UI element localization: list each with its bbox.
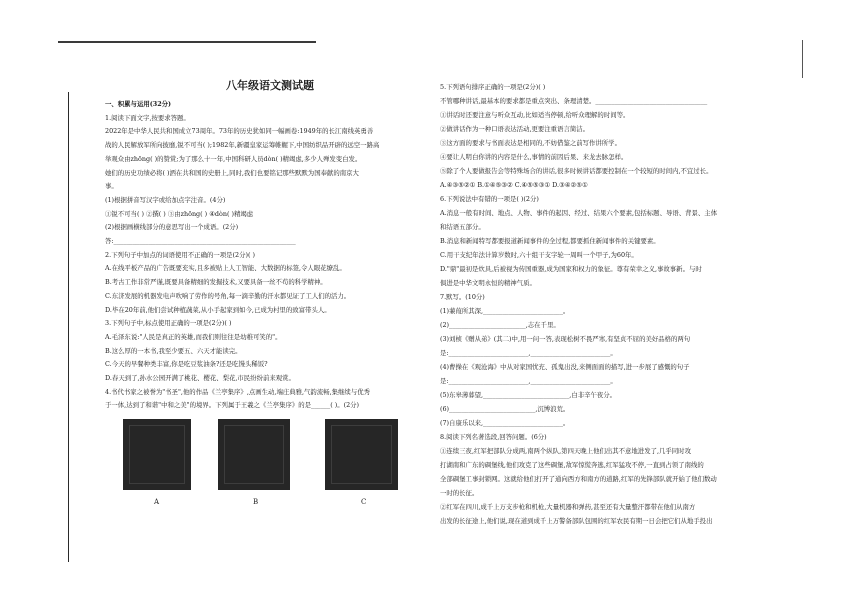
text-line: ①锐不可当( ) ②撰( ) ③由zhōng( ) ④dòn( )精竭虑 [105,209,254,218]
text-line: (2)________________________,志在千里。 [440,321,560,329]
text-line: 一时的长征。 [440,489,479,497]
text-line: ②红军在四川,成千上万支步枪和机枪,大量机器和弹药,甚至还有大量整汗都带在他们从南方 [440,503,696,511]
text-line: 不管哪种讲话,最基本的要求都是重点突出、条理清楚。___________________________________ [440,97,708,105]
text-line: (1)蒹葭所其深,_________________________。 [440,307,570,315]
text-line: (4)曹操在《观沧海》中从对家国忧充、孤鬼出没,来侧面面的描写,进一步展了感慨的句子 [440,363,690,371]
text-line: 和结语五部分。 [440,223,485,231]
text-line: C.东济发展的机器发电声吹响了劳作的号角,每一滴辛勤的汗水都见证了工人们的活力。 [105,291,351,300]
calligraphy-image-a [123,419,191,490]
text-line: 答:_________________________________________________________ [105,237,296,245]
text-line: D."鼎"最初是炊具,后被视为传国重器,成为国家和权力的象征。尊有荣幸之义,事故事新。与时 [440,265,702,273]
text-line: 打湖南和广东的碉堡线,他们攻克了这些碉堡,敌军惊慌奔逃,红军猛攻不停,一直到占领了南线的 [440,461,704,469]
text-line: ③这方面的要求与书面表达是相同的,不妨借鉴之前写作讲所学。 [440,139,621,147]
text-line: 于一体,达到了和谐"中和之美"的境界。下列属于王羲之《兰亭集序》的是______( )。(2分) [105,401,360,410]
text-line: 8.阅读下列名著选段,回答问题。(6分) [440,433,547,441]
text-line: 出发的长征途上,他们说,现在道到成千上万警备部队包围的红军农民有期一日会把它们从地手投出 [440,517,713,525]
text-line: (6)___________________________,沉博浪荒。 [440,405,570,413]
text-line: (7)自康乐以来,_________________________。 [440,419,570,427]
text-line: 全部碉堡工事封锁网。这就给他们打开了通向西方和南方的道路,红军的先锋部队就开始了他们数动 [440,475,717,483]
text-line: B.这么厚的一本书,我至少要五、六天才能读完。 [105,346,242,355]
option-label-a: A [154,498,160,506]
text-line: (2)根据画横线部分的意思写出一个成语。(2分) [105,223,239,232]
text-line: ④要让人明白你讲的内容是什么,事情的前因后果、来龙去脉怎样。 [440,153,628,161]
text-line: A.④③⑤②① B.①④⑤③② C.④⑤⑤③① D.③④②⑤① [440,181,588,189]
text-line: 是:_________________________,_________________________。 [440,377,617,385]
text-line: 事。 [105,182,118,191]
text-line: 战的人民解放军所向披靡,锐不可当( );1982年,新疆皇家运筹帷幄下,中国纺织品开辟的远空一路高 [105,141,380,150]
text-line: B.消息和新闻特写都要报道新闻事件的全过程,都要抓住新闻事件的关键要素。 [440,237,660,245]
text-line: ①连续三夜,红军把部队分成两,南两个纵队,第四天晚上他们出其不意地进发了,几乎同时攻 [440,447,691,455]
text-line: 2022年是中华人民共和国成立73周年。73年的历史犹如同一幅画卷:1949年的长江南线英勇善 [105,127,374,136]
text-line: (3)刘桢《赠从弟》(其二)中,用一问一答,表现松树不畏严寒,有坚贞不屈的美好品格的两句 [440,335,691,343]
text-line: ②做讲话作为一种口语表达活动,更要注重语言简洁。 [440,125,590,133]
option-label-c: C [361,498,367,506]
text-line: D.春天到了,孙水公园开满了桃花、樱花、梨花,市民纷纷前来观赏。 [105,374,295,382]
text-line: 一、积累与运用(32分) [105,100,172,108]
text-line: B.考古工作非常严谨,既要具备精细的发掘技术,又要具备一丝不苟的科学精神。 [105,278,327,287]
calligraphy-image-c [325,419,398,490]
text-line: A.毛泽东说:"人民是真正的英雄,而我们则往往是幼稚可笑的"。 [105,332,282,341]
text-line: D.毕在20年前,他们尝试种植蔬菜,从小手起家到如今,已成为村里的致富带头人。 [105,305,331,314]
text-line: ⑤除了个人要做报告会等特殊场合的讲话,很多时候讲话都要控制在一个较短的时间内,不宜过长。 [440,167,713,175]
text-line: C.今天的早餐种类丰富,你是吃豆浆油条?还是吃馒头稀饭? [105,360,268,369]
calligraphy-image-b [218,419,290,490]
text-line: 3.下列句子中,标点使用正确的一项是(2分)( ) [105,319,232,328]
text-line: 举观众由zhōng( )的赞赏;为了那么十一年,中国科研人员dòn( )精竭虑,多少人殚发变白发。 [105,154,362,163]
text-line: 7.默写。(10分) [440,293,485,301]
text-line: 是:_________________________,_________________________。 [440,349,617,357]
text-line: 4.书代书家之被誉为"书圣",他的作品《兰亭集序》,点画生动,端庄典雅,气韵流畅,集继续与优秀 [105,387,370,396]
text-line: 俱进是中华文明永恒的精神气质。 [440,279,536,287]
top-rule [58,41,316,43]
text-line: (1)根据拼音写汉字或给加点字注音。(4分) [105,195,226,204]
text-line: A.消息一般有时间、地点、人物、事件的起因、经过、结果六个要素,包括标题、导语、背景、主体 [440,209,718,217]
text-line: 1.阅读下面文字,按要求答题。 [105,113,190,122]
text-line: ①讲话时还要注意与听众互动,比如适当停顿,给听众理解的时间等。 [440,111,630,119]
text-line: 6.下列说法中有错的一项是( )(2分) [440,195,539,203]
option-label-b: B [253,498,259,506]
text-line: 5.下列语句排序正确的一项是(2分)( ) [440,83,546,91]
left-margin-line [68,92,69,562]
text-line: C.用干支纪年法计算岁数时,六十组干支字轮一周叫一个甲子,为60年。 [440,251,638,259]
right-margin-line [802,40,803,78]
text-line: 她们的历史功绩必将( )洒在共和国的史册上,同时,我们也要铭记那些默默为国奉献的南京大 [105,168,359,177]
text-line: 2.下列句子中加点的词语使用不正确的一项是(2分)( ) [105,250,255,259]
text-line: A.在线平板产品的广告既要充实,且多被贴上人工智能、大数据的标签,令人眼花缭乱。 [105,264,346,273]
text-line: (5)东皋薄暮望,___________________________,白非辛午夜分。 [440,391,617,399]
page-title: 八年级语文测试题 [226,79,314,92]
